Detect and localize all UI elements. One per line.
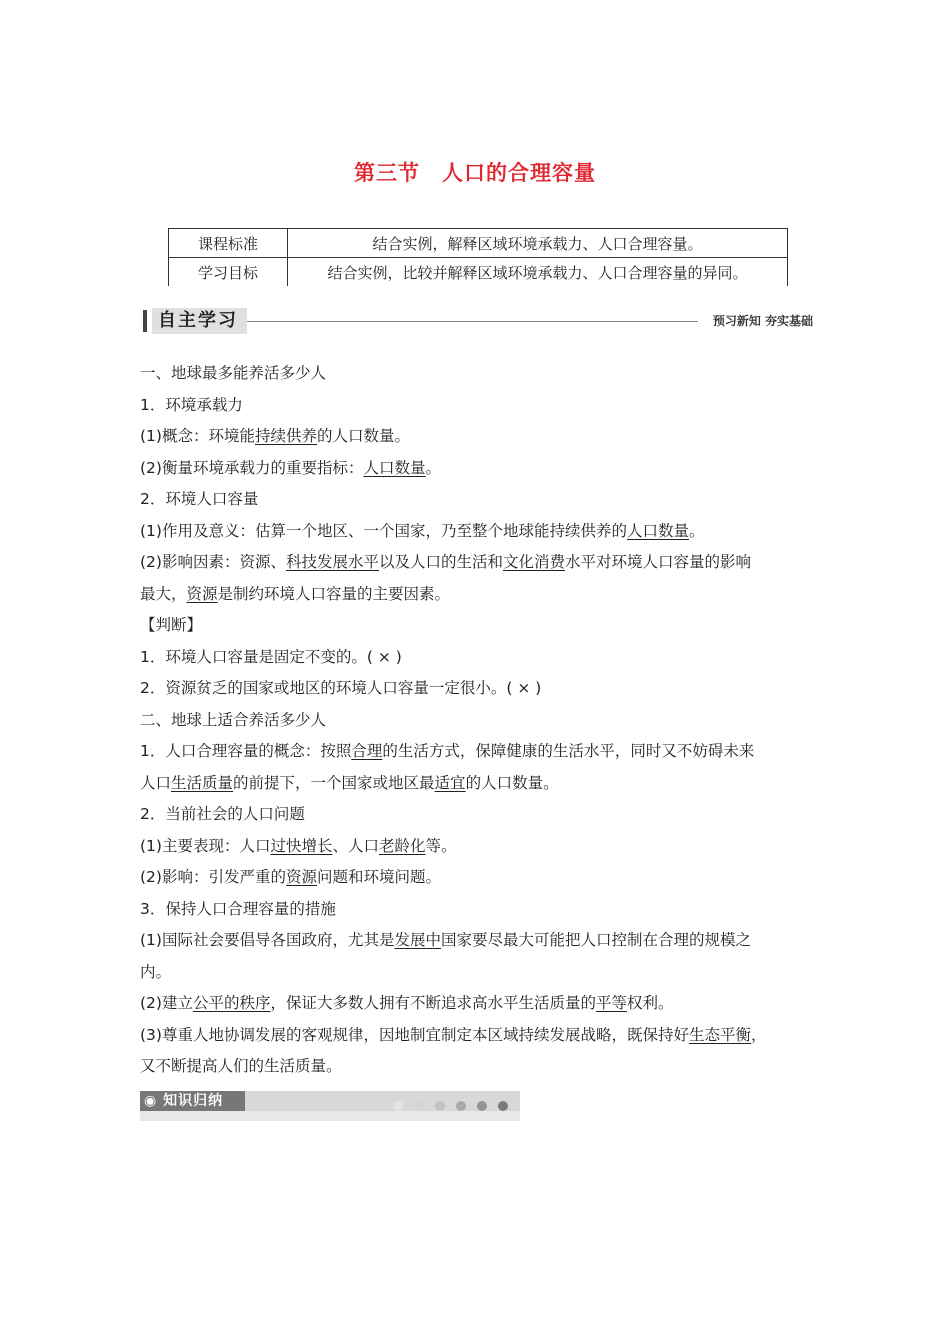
section-marker <box>143 310 147 332</box>
answer-blank: 公平的秩序 <box>192 994 271 1012</box>
line-text: 【判断】 <box>140 616 203 634</box>
summary-bar <box>245 1091 520 1111</box>
decorative-dot <box>414 1101 424 1111</box>
line-text: 的人口数量。 <box>465 773 559 792</box>
line-text: 又不断提高人们的生活质量。 <box>140 1057 342 1075</box>
answer-blank: 科技发展水平 <box>285 553 379 571</box>
content-line <box>140 831 820 863</box>
content-line <box>140 547 820 579</box>
answer-blank: 人口数量 <box>626 521 689 540</box>
answer-blank: 老龄化 <box>379 836 426 855</box>
line-text: 2．资源贫乏的国家或地区的环境人口容量一定很小。( × ) <box>140 679 542 697</box>
answer-blank: 生态平衡 <box>688 1025 751 1044</box>
line-text: 是制约环境人口容量的主要因素。 <box>217 584 451 603</box>
answer-blank: 发展中 <box>394 931 441 949</box>
study-content <box>140 358 820 1083</box>
answer-blank: 持续供养 <box>254 427 317 445</box>
line-text: 人口 <box>140 773 172 792</box>
summary-header <box>140 1091 520 1121</box>
content-line <box>140 1051 820 1083</box>
standards-table <box>168 228 788 286</box>
section-title: 人口的合理容量 <box>442 161 596 185</box>
answer-blank: 资源 <box>186 584 218 603</box>
content-line <box>140 988 820 1020</box>
content-line <box>140 358 820 390</box>
line-text: 1．环境人口容量是固定不变的。( × ) <box>140 647 402 666</box>
content-line <box>140 579 820 611</box>
line-text: 2．环境人口容量 <box>140 490 259 508</box>
line-text: (3)尊重人地协调发展的客观规律，因地制宜制定本区域持续发展战略，既保持好 <box>140 1025 689 1044</box>
line-text: 等。 <box>425 836 457 855</box>
line-text: 3．保持人口合理容量的措施 <box>140 899 336 918</box>
line-text: 最大， <box>140 584 187 603</box>
line-text: (1)国际社会要倡导各国政府，尤其是 <box>140 931 395 949</box>
section-label: 自主学习 <box>152 308 247 334</box>
line-text: (2)衡量环境承载力的重要指标： <box>140 458 364 477</box>
line-text: (1)作用及意义：估算一个地区、一个国家，乃至整个地球能持续供养的 <box>140 521 627 540</box>
line-text: ，保证大多数人拥有不断追求高水平生活质量的 <box>270 994 596 1012</box>
line-text: 的生活方式，保障健康的生活水平，同时又不妨碍未来 <box>382 742 755 760</box>
answer-blank: 平等 <box>596 994 628 1012</box>
line-text: 1．环境承载力 <box>140 395 243 414</box>
content-line <box>140 453 820 485</box>
answer-blank: 文化消费 <box>503 553 566 571</box>
answer-blank: 合理 <box>351 742 383 760</box>
line-text: 权利。 <box>627 994 674 1012</box>
line-text: 2．当前社会的人口问题 <box>140 805 305 823</box>
answer-blank: 过快增长 <box>270 836 333 855</box>
table-row <box>169 258 788 287</box>
decorative-dot <box>498 1101 508 1111</box>
table-value: 结合实例，比较并解释区域环境承载力、人口合理容量的异同。 <box>288 258 788 287</box>
content-line <box>140 421 820 453</box>
line-text: 1．人口合理容量的概念：按照 <box>140 742 352 760</box>
section-header <box>143 308 813 334</box>
line-text: 水平对环境人口容量的影响 <box>565 553 752 571</box>
content-line <box>140 894 820 926</box>
page-title <box>0 157 950 187</box>
decorative-dot <box>477 1101 487 1111</box>
line-text: 二、地球上适合养活多少人 <box>140 710 327 729</box>
line-text: 。 <box>425 458 441 477</box>
content-line <box>140 768 820 800</box>
content-line <box>140 484 820 516</box>
line-text: 问题和环境问题。 <box>316 868 441 886</box>
line-text: 内。 <box>140 962 172 981</box>
summary-label: ◉ 知识归纳 <box>140 1091 245 1111</box>
summary-dots <box>382 1096 508 1115</box>
line-text: ， <box>750 1025 767 1044</box>
table-key: 学习目标 <box>169 258 288 287</box>
table-value: 结合实例，解释区域环境承载力、人口合理容量。 <box>288 229 788 258</box>
line-text: (2)影响：引发严重的 <box>140 868 286 886</box>
decorative-dot <box>393 1101 403 1111</box>
table-row <box>169 229 788 258</box>
decorative-dot <box>456 1101 466 1111</box>
line-text: 以及人口的生活和 <box>378 553 503 571</box>
table-key: 课程标准 <box>169 229 288 258</box>
content-line <box>140 390 820 422</box>
line-text: 的人口数量。 <box>316 427 410 445</box>
line-text: 。 <box>688 521 705 540</box>
answer-blank: 资源 <box>285 868 317 886</box>
content-line <box>140 862 820 894</box>
content-line <box>140 957 820 989</box>
content-line <box>140 925 820 957</box>
line-text: (2)建立 <box>140 994 193 1012</box>
content-line <box>140 516 820 548</box>
answer-blank: 生活质量 <box>171 773 234 792</box>
section-subtitle: 预习新知 夯实基础 <box>712 314 813 328</box>
divider <box>247 321 698 322</box>
content-line <box>140 1020 820 1052</box>
content-line <box>140 610 820 642</box>
line-text: (1)主要表现：人口 <box>140 836 271 855</box>
line-text: 一、地球最多能养活多少人 <box>140 364 327 382</box>
content-line <box>140 799 820 831</box>
section-number: 第三节 <box>354 161 420 185</box>
content-line <box>140 673 820 705</box>
line-text: 的前提下，一个国家或地区最 <box>233 773 435 792</box>
content-line <box>140 736 820 768</box>
line-text: 国家要尽最大可能把人口控制在合理的规模之 <box>440 931 751 949</box>
content-line <box>140 705 820 737</box>
line-text: (2)影响因素：资源、 <box>140 553 286 571</box>
content-line <box>140 642 820 674</box>
line-text: (1)概念：环境能 <box>140 427 255 445</box>
line-text: 、人口 <box>332 836 379 855</box>
answer-blank: 适宜 <box>434 773 466 792</box>
decorative-dot <box>435 1101 445 1111</box>
answer-blank: 人口数量 <box>363 458 426 477</box>
